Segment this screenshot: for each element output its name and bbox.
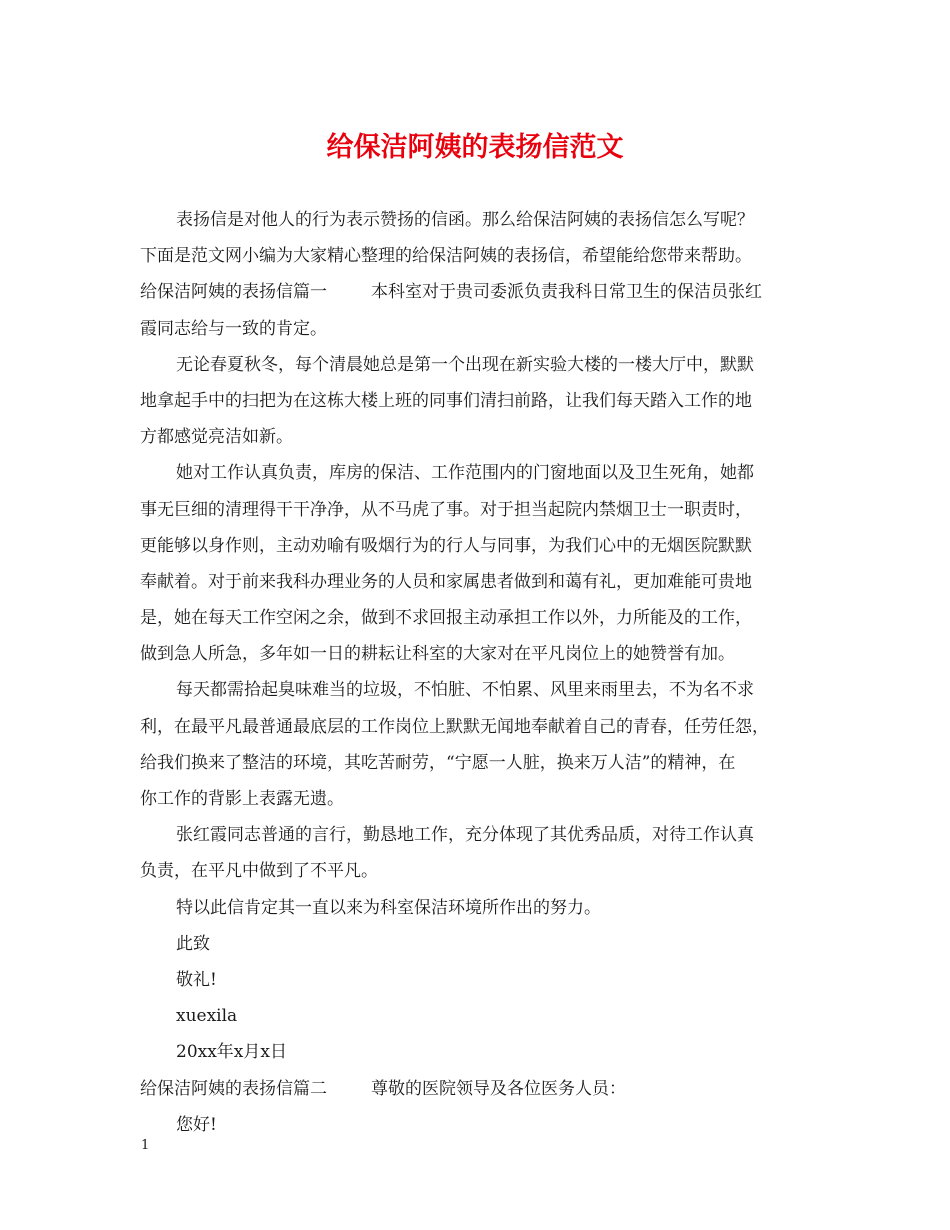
line-text: 本科室对于贵司委派负责我科日常卫生的保洁员张红 [371,282,762,303]
line-text: 尊敬的医院领导及各位医务人员： [371,1078,626,1099]
text-line [140,492,830,528]
line-text: 奉献着。对于前来我科办理业务的人员和家属患者做到和蔼有礼，更加难能可贵地 [140,571,752,592]
line-text: 是，她在每天工作空闲之余，做到不求回报主动承担工作以外，力所能及的工作， [140,608,752,629]
text-line [140,528,830,564]
line-text: 张红霞同志普通的言行，勤恳地工作，充分体现了其优秀品质，对待工作认真 [176,825,754,846]
text-line [140,311,830,347]
text-line [140,419,830,455]
line-text: 20xx年x月x日 [176,1042,287,1063]
text-line [140,1071,830,1107]
line-text: 事无巨细的清理得干干净净，从不马虎了事。对于担当起院内禁烟卫士一职责时， [140,499,752,520]
text-line [140,347,830,383]
text-line [140,672,830,708]
line-text: 下面是范文网小编为大家精心整理的给保洁阿姨的表扬信，希望能给您带来帮助。 [140,246,752,267]
line-text: 她对工作认真负责，库房的保洁、工作范围内的门窗地面以及卫生死角，她都 [176,463,754,484]
line-text: 特以此信肯定其一直以来为科室保洁环境所作出的努力。 [176,897,601,918]
line-text: 更能够以身作则，主动劝喻有吸烟行为的行人与同事，为我们心中的无烟医院默默 [140,535,752,556]
page-number: 1 [141,1138,150,1153]
line-text: 敬礼! [176,969,217,990]
line-text: 您好! [176,1114,217,1135]
text-line [140,890,830,926]
line-text: 做到急人所急，多年如一日的耕耘让科室的大家对在平凡岗位上的她赞誉有加。 [140,644,735,665]
line-text: 每天都需拾起臭味难当的垃圾，不怕脏、不怕累、风里来雨里去，不为名不求 [176,680,754,701]
line-text: 表扬信是对他人的行为表示赞扬的信函。那么给保洁阿姨的表扬信怎么写呢？ [176,210,754,230]
text-line [140,636,830,672]
text-line [140,202,830,238]
text-line [140,564,830,600]
date-line [140,1034,830,1070]
closing-salutation [140,926,830,962]
section-heading: 给保洁阿姨的表扬信篇一 [140,282,327,303]
text-line [140,600,830,636]
line-text: 负责，在平凡中做到了不平凡。 [140,861,378,882]
text-line [140,745,830,781]
text-line [140,817,830,853]
line-text: 你工作的背影上表露无遗。 [140,789,344,809]
document-title: 给保洁阿姨的表扬信范文 [326,132,624,163]
text-line [140,455,830,491]
document-body [140,202,830,1143]
line-text: 方都感觉亮洁如新。 [140,427,293,448]
signature [140,998,830,1034]
line-text: 给我们换来了整洁的环境，其吃苦耐劳，“宁愿一人脏，换来万人洁”的精神，在 [140,752,736,773]
line-text: 地拿起手中的扫把为在这栋大楼上班的同事们清扫前路，让我们每天踏入工作的地 [140,390,752,411]
section-heading: 给保洁阿姨的表扬信篇二 [140,1078,327,1099]
line-text: 霞同志给与一致的肯定。 [140,318,327,339]
text-line [140,383,830,419]
line-text: 无论春夏秋冬，每个清晨她总是第一个出现在新实验大楼的一楼大厅中，默默 [176,354,754,375]
line-text: 此致 [176,933,210,954]
line-text: 利，在最平凡最普通最底层的工作岗位上默默无闻地奉献着自己的青春，任劳任怨， [140,716,769,737]
text-line [140,853,830,889]
closing-regards [140,962,830,998]
line-text: xuexila [176,1006,238,1027]
text-line [140,781,830,817]
text-line [140,709,830,745]
text-line [140,238,830,274]
text-line [140,274,830,310]
greeting [140,1107,830,1143]
